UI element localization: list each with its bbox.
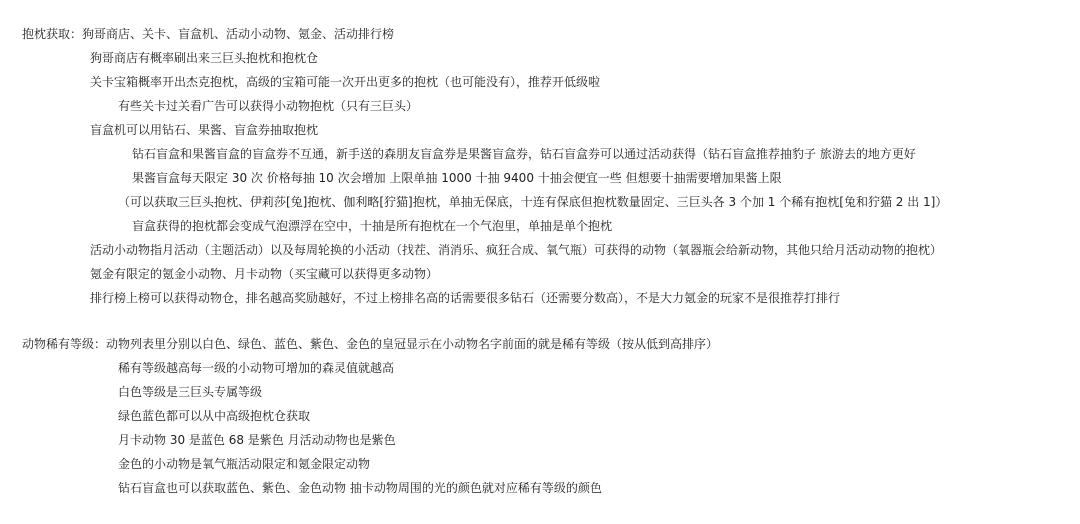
text-line: 盲盒获得的抱枕都会变成气泡漂浮在空中，十抽是所有抱枕在一个气泡里，单抽是单个抱枕 xyxy=(132,219,613,233)
text-line: 氪金有限定的氪金小动物、月卡动物（买宝藏可以获得更多动物） xyxy=(90,267,439,281)
text-line: 狗哥商店有概率刷出来三巨头抱枕和抱枕仓 xyxy=(90,51,319,65)
text-line: 绿色蓝色都可以从中高级抱枕仓获取 xyxy=(118,409,311,423)
text-line: 月卡动物 30 是蓝色 68 是紫色 月活动动物也是紫色 xyxy=(118,433,396,447)
text-line: （可以获取三巨头抱枕、伊莉莎[兔]抱枕、伽利略[狞猫]抱枕，单抽无保底，十连有保底但抱枕数量固定、三巨头各 3 个加 1 个稀有抱枕[兔和狞猫 2 出 1]） xyxy=(118,195,948,209)
text-line: 果酱盲盒每天限定 30 次 价格每抽 10 次会增加 上限单抽 1000 十抽 9400 十抽会便宜一些 但想要十抽需要增加果酱上限 xyxy=(132,171,782,185)
text-line: 稀有等级越高每一级的小动物可增加的森灵值就越高 xyxy=(118,361,395,375)
text-line: 盲盒机可以用钻石、果酱、盲盒券抽取抱枕 xyxy=(90,123,319,137)
text-line: 排行榜上榜可以获得动物仓，排名越高奖励越好，不过上榜排名高的话需要很多钻石（还需要分数高），不是大力氪金的玩家不是很推荐打排行 xyxy=(90,291,841,305)
text-line: 金色的小动物是氧气瓶活动限定和氪金限定动物 xyxy=(118,457,371,471)
text-line: 有些关卡过关看广告可以获得小动物抱枕（只有三巨头） xyxy=(118,99,419,113)
text-line: 钻石盲盒也可以获取蓝色、紫色、金色动物 抽卡动物周围的光的颜色就对应稀有等级的颜色 xyxy=(118,481,602,495)
text-line: 活动小动物指月活动（主题活动）以及每周轮换的小活动（找茬、消消乐、疯狂合成、氧气瓶）可获得的动物（氧器瓶会给新动物，其他只给月活动动物的抱枕） xyxy=(90,243,943,257)
text-line: 钻石盲盒和果酱盲盒的盲盒券不互通，新手送的森朋友盲盒券是果酱盲盒券，钻石盲盒券可以通过活动获得（钻石盲盒推荐抽豹子 旅游去的地方更好 xyxy=(132,147,916,161)
text-line: 关卡宝箱概率开出杰克抱枕，高级的宝箱可能一次开出更多的抱枕（也可能没有），推荐开低级啦 xyxy=(90,75,601,89)
text-line: 白色等级是三巨头专属等级 xyxy=(118,385,263,399)
section-title-pillow-sources: 抱枕获取：狗哥商店、关卡、盲盒机、活动小动物、氪金、活动排行榜 xyxy=(22,27,395,41)
section-title-rarity-levels: 动物稀有等级：动物列表里分别以白色、绿色、蓝色、紫色、金色的皇冠显示在小动物名字前面的就是稀有等级（按从低到高排序） xyxy=(22,337,719,351)
